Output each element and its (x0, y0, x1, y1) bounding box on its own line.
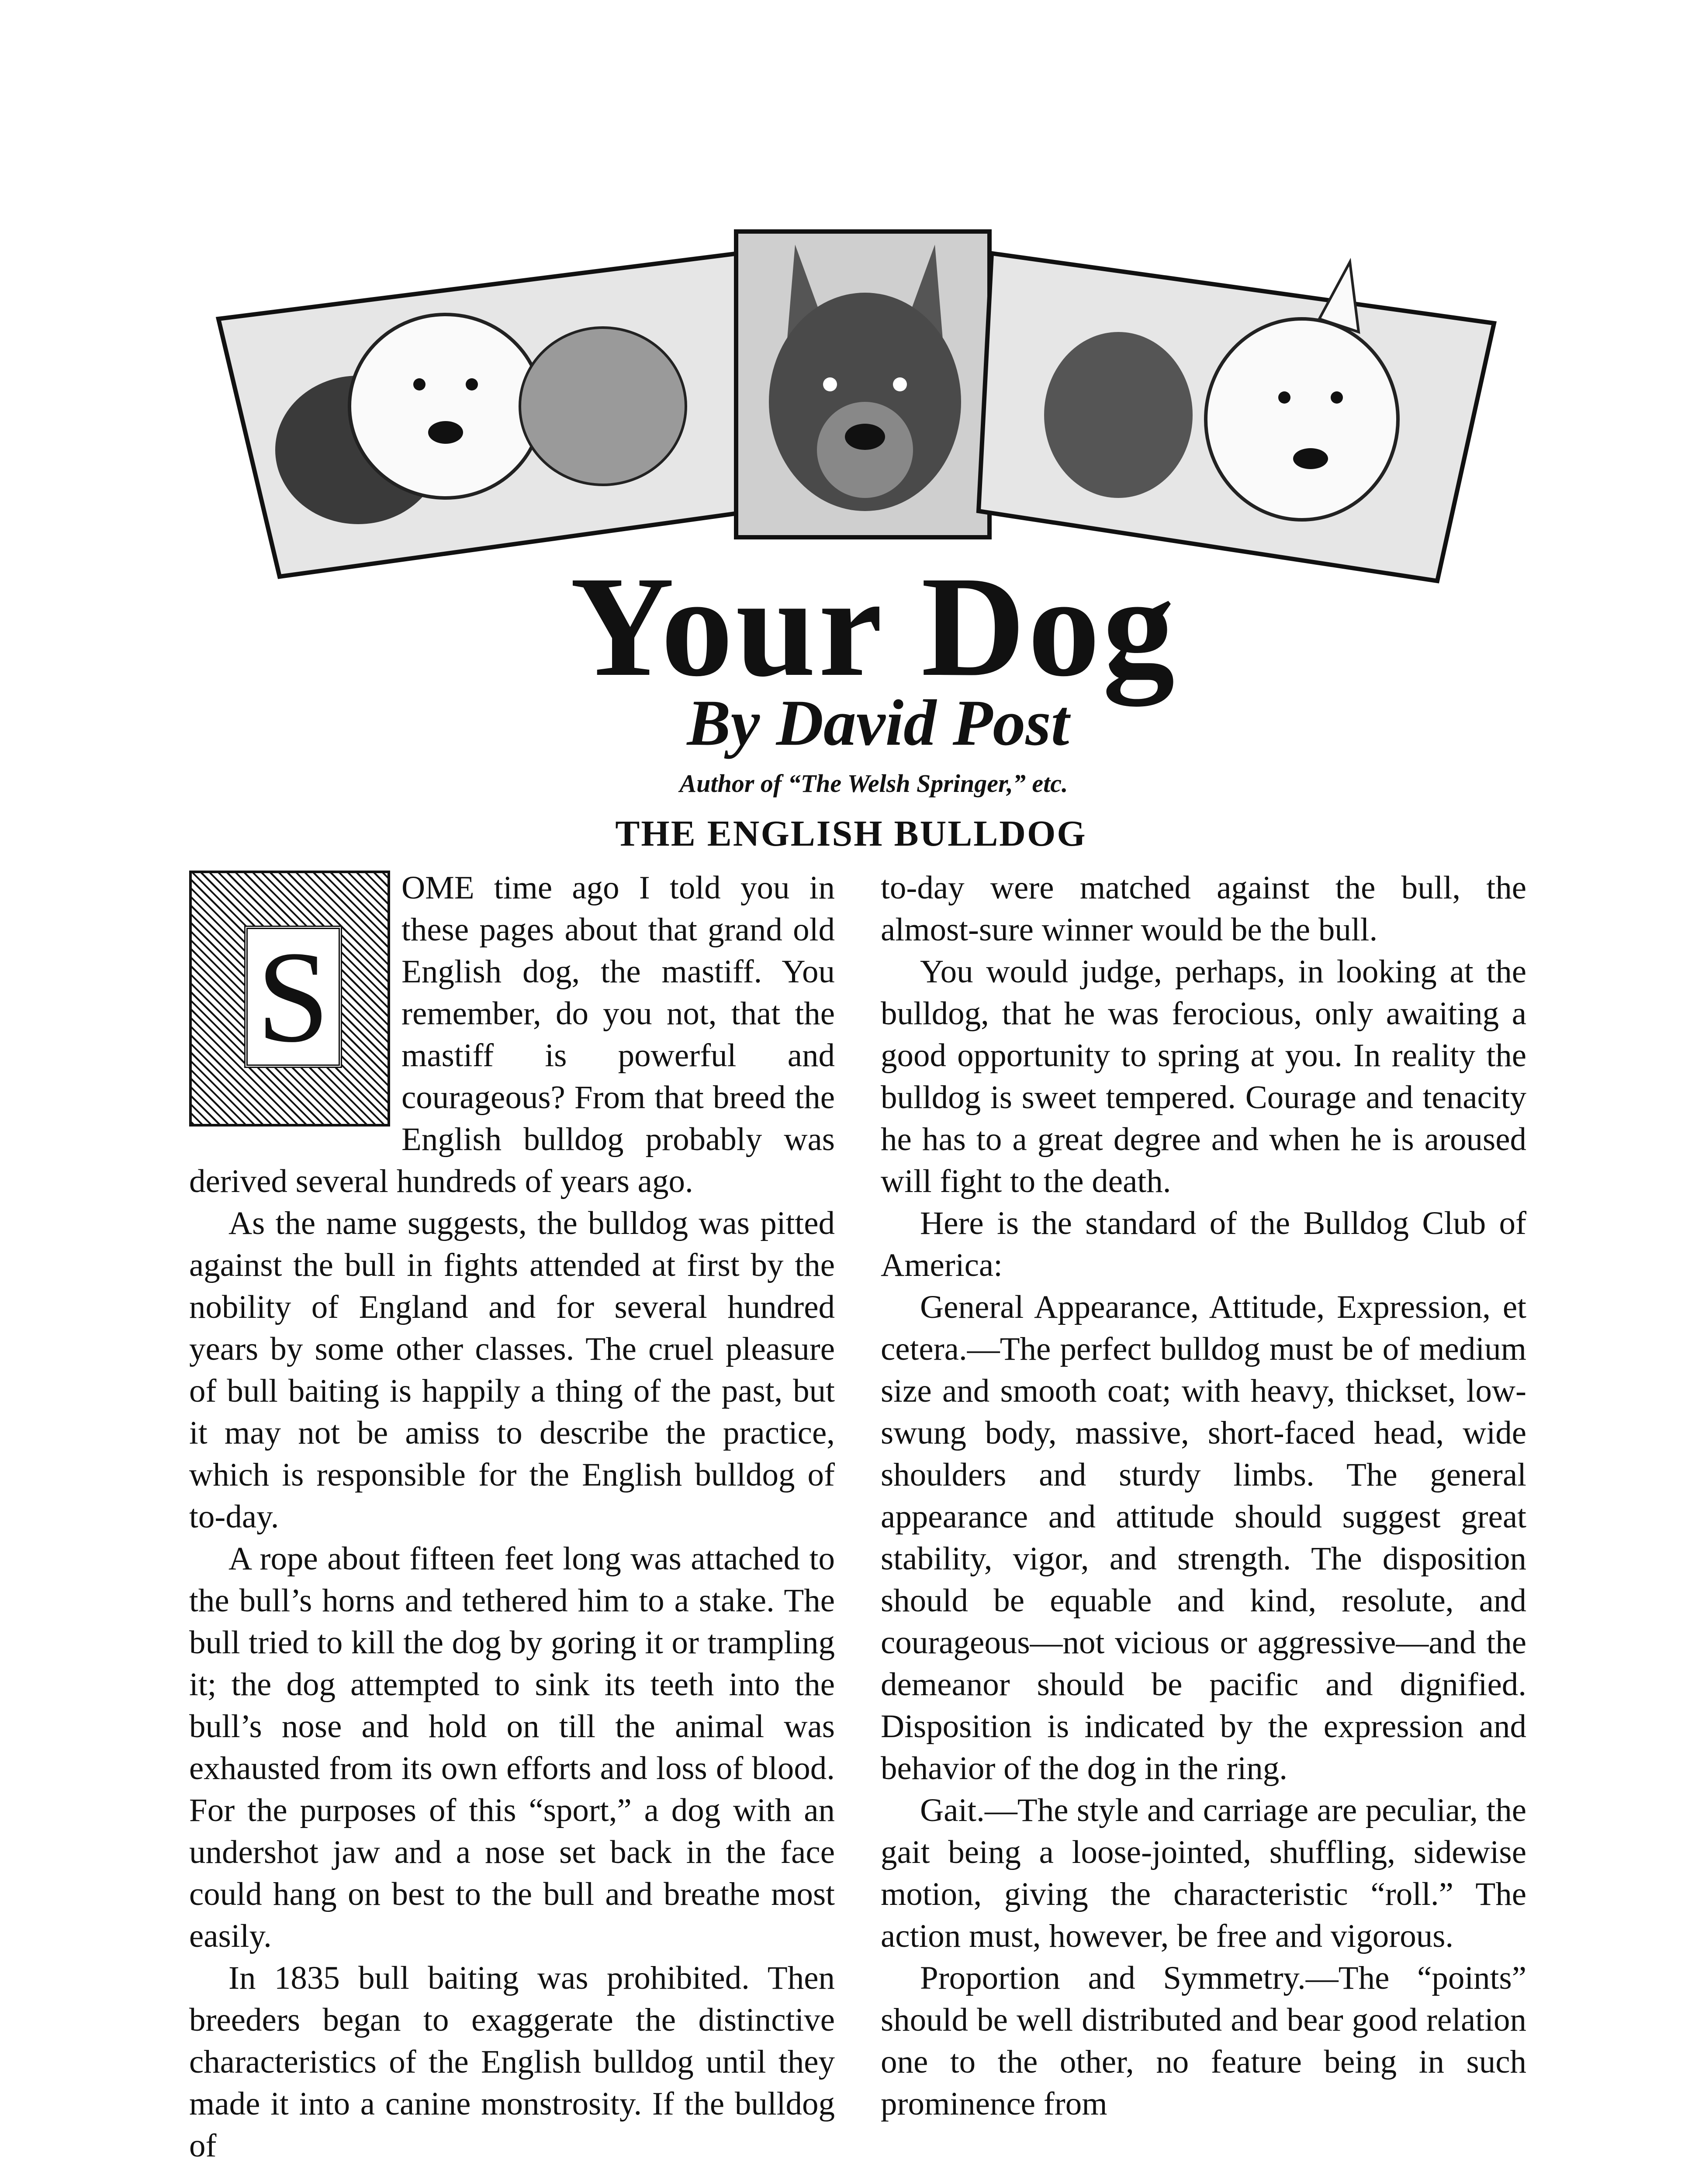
center-dog-panel (736, 232, 989, 537)
author-note: Author of “The Welsh Springer,” etc. (679, 769, 1068, 798)
paragraph: Gait.—The style and carriage are peculiar, the gait being a loose-jointed, shuffling, sidewise motion, giving the characteristic “roll.” The action must, however, be free and vigorous. (881, 1792, 1526, 1954)
paragraph: Proportion and Symmetry.—The “points” should be well distributed and bear good relation one to the other, no feature being in such prominence from (881, 1960, 1526, 2122)
paragraph: In 1835 bull baiting was prohibited. Then breeders began to exaggerate the distinctive characteristics of the English bulldog until they made it into a canine monstrosity. If the bulldog of (189, 1960, 835, 2164)
paragraph: Here is the standard of the Bulldog Club of America: (881, 1205, 1526, 1283)
left-dog-panel (218, 253, 754, 577)
paragraph: to-day were matched against the bull, the almost-sure winner would be the bull. (881, 870, 1526, 948)
dog-portraits-banner (0, 0, 1702, 620)
page-title: Your Dog (570, 547, 1177, 706)
left-text-column (189, 867, 835, 2167)
paragraph: As the name suggests, the bulldog was pitted against the bull in fights attended at first by the nobility of England and for several hundred years by some other classes. The cruel pleasure of bull baiting is happily a thing of the past, but it may not be amiss to describe the practice, which is responsible for the English bulldog of to-day. (189, 1205, 835, 1535)
paragraph: OME time ago I told you in these pages about that grand old English dog, the mastiff. You remember, do you not, that the mastiff is powerful and courageous? From that breed the English bulldog probably was derived several hundreds of years ago. (189, 870, 835, 1199)
right-dog-panel (979, 253, 1494, 581)
byline: By David Post (687, 687, 1069, 759)
drop-cap-letter: S (244, 926, 342, 1068)
right-text-column (881, 867, 1526, 2125)
article-heading: THE ENGLISH BULLDOG (615, 813, 1087, 854)
ornamental-drop-cap (189, 871, 390, 1127)
paragraph: You would judge, perhaps, in looking at the bulldog, that he was ferocious, only awaiting a good opportunity to spring at you. In reality the bulldog is sweet tempered. Courage and tenacity he has to a great degree and when he is aroused will fight to the death. (881, 954, 1526, 1199)
paragraph: General Appearance, Attitude, Expression, et cetera.—The perfect bulldog must be of medium size and smooth coat; with heavy, thickset, low-swung body, massive, short-faced head, wide shoulders and sturdy limbs. The general appearance and attitude should suggest great stability, vigor, and strength. The disposition should be equable and kind, resolute, and courageous—not vicious or aggressive—and the demeanor should be pacific and dignified. Disposition is indicated by the expression and behavior of the dog in the ring. (881, 1289, 1526, 1787)
paragraph: A rope about fifteen feet long was attached to the bull’s horns and tethered him to a stake. The bull tried to kill the dog by goring it or trampling it; the dog attempted to sink its teeth into the bull’s nose and hold on till the animal was exhausted from its own efforts and loss of blood. For the purposes of this “sport,” a dog with an undershot jaw and a nose set back in the face could hang on best to the bull and breathe most easily. (189, 1541, 835, 1954)
